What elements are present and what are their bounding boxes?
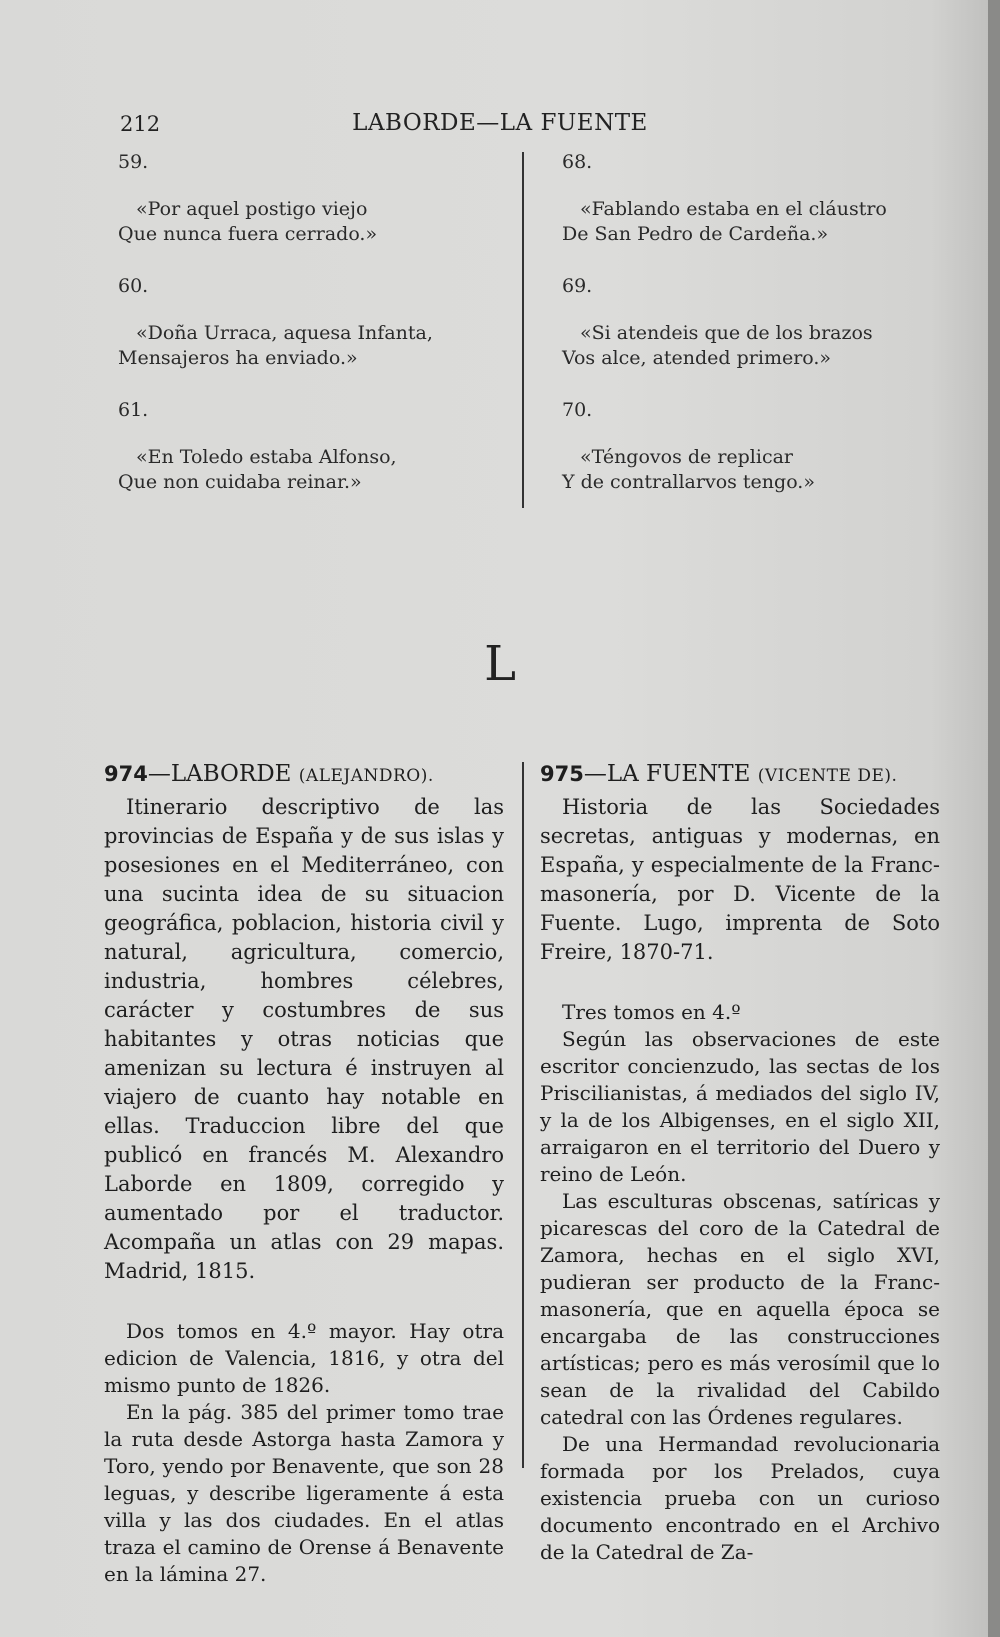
- entry-description: Historia de las Sociedades secretas, antiguas y modernas, en España, y especialmente de la Franc-masonería, por D. Vicente de la Fuente. Lugo, imprenta de Soto Freire, 1870-71.: [540, 795, 940, 964]
- column-divider: [522, 762, 524, 1468]
- entry-author-given: (ALEJANDRO).: [298, 766, 434, 786]
- entry-notes: [104, 1318, 504, 1588]
- verse-line: «Fablando estaba en el cláustro: [580, 198, 887, 220]
- entry-975: [540, 760, 940, 1566]
- entry-number: 974: [104, 762, 148, 786]
- entry-heading: [104, 760, 504, 791]
- entry-author: LABORDE: [170, 761, 292, 787]
- verse-60: [118, 274, 433, 371]
- entry-note: Tres tomos en 4.º: [562, 1000, 741, 1024]
- verse-70: [562, 398, 815, 495]
- entry-author: LA FUENTE: [606, 761, 751, 787]
- entry-description: Itinerario descriptivo de las provincias de España y de sus islas y posesiones en el Mediterráneo, con una sucinta idea de su situacion geográfica, poblacion, historia civil y natural, agricultura, comercio, industria, hombres célebres, carácter y costumbres de sus habitantes y otras noticias que amenizan su lectura é instruyen al viajero de cuanto hay notable en ellas. Traduccion libre del que publicó en francés M. Alexandro Laborde en 1809, corregido y aumentado por el traductor. Acompaña un atlas con 29 mapas. Madrid, 1815.: [104, 795, 504, 1283]
- running-header: [0, 110, 1000, 140]
- verse-line: Mensajeros ha enviado.»: [118, 347, 358, 369]
- entry-notes: [540, 999, 940, 1566]
- verse-number: 70.: [562, 399, 593, 421]
- spacer: [104, 1286, 504, 1318]
- verse-line: Vos alce, atended primero.»: [562, 347, 832, 369]
- verse-line: Que nunca fuera cerrado.»: [118, 223, 378, 245]
- entry-note: En la pág. 385 del primer tomo trae la ruta desde Astorga hasta Zamora y Toro, yendo por Benavente, que son 28 leguas, y describe ligeramente á esta villa y las dos ciudades. En el atlas traza el camino de Orense á Benavente en la lámina 27.: [104, 1400, 504, 1586]
- verse-line: «Por aquel postigo viejo: [136, 198, 368, 220]
- verse-68: [562, 150, 887, 247]
- entry-heading: [540, 760, 940, 791]
- verse-69: [562, 274, 873, 371]
- entry-974: [104, 760, 504, 1588]
- entry-note: De una Hermandad revolucionaria formada por los Prelados, cuya existencia prueba con un curioso documento encontrado en el Archivo de la Catedral de Za-: [540, 1432, 940, 1564]
- entry-dash: —: [583, 761, 607, 787]
- verse-line: Y de contrallarvos tengo.»: [562, 471, 815, 493]
- verse-line: «Si atendeis que de los brazos: [580, 322, 873, 344]
- verse-59: [118, 150, 377, 247]
- verse-line: «En Toledo estaba Alfonso,: [136, 446, 397, 468]
- entry-author-given: (VICENTE DE).: [757, 766, 898, 786]
- verse-line: «Doña Urraca, aquesa Infanta,: [136, 322, 433, 344]
- entry-number: 975: [540, 762, 584, 786]
- verse-number: 61.: [118, 399, 149, 421]
- section-letter: L: [484, 636, 516, 692]
- entry-note: Las esculturas obscenas, satíricas y picarescas del coro de la Catedral de Zamora, hechas en el siglo XVI, pudieran ser producto de la Franc-masonería, que en aquella época se encargaba de las construcciones artísticas; pero es más verosímil que lo sean de la rivalidad del Cabildo catedral con las Órdenes regulares.: [540, 1189, 940, 1429]
- verse-61: [118, 398, 397, 495]
- verse-line: De San Pedro de Cardeña.»: [562, 223, 829, 245]
- verse-number: 59.: [118, 151, 149, 173]
- verse-line: Que non cuidaba reinar.»: [118, 471, 362, 493]
- spacer: [540, 967, 940, 999]
- page-number: 212: [120, 112, 161, 136]
- column-divider: [522, 152, 524, 508]
- verse-number: 60.: [118, 275, 149, 297]
- entry-dash: —: [147, 761, 171, 787]
- verse-number: 69.: [562, 275, 593, 297]
- entry-note: Dos tomos en 4.º mayor. Hay otra edicion de Valencia, 1816, y otra del mismo punto de 1826.: [104, 1319, 504, 1397]
- page-edge-shadow: [988, 0, 1000, 1637]
- verse-number: 68.: [562, 151, 593, 173]
- entry-note: Según las observaciones de este escritor concienzudo, las sectas de los Priscilianistas, á mediados del siglo IV, y la de los Albigenses, en el siglo XII, arraigaron en el territorio del Duero y reino de León.: [540, 1027, 940, 1186]
- verse-line: «Téngovos de replicar: [580, 446, 794, 468]
- running-title: LABORDE—LA FUENTE: [352, 110, 648, 136]
